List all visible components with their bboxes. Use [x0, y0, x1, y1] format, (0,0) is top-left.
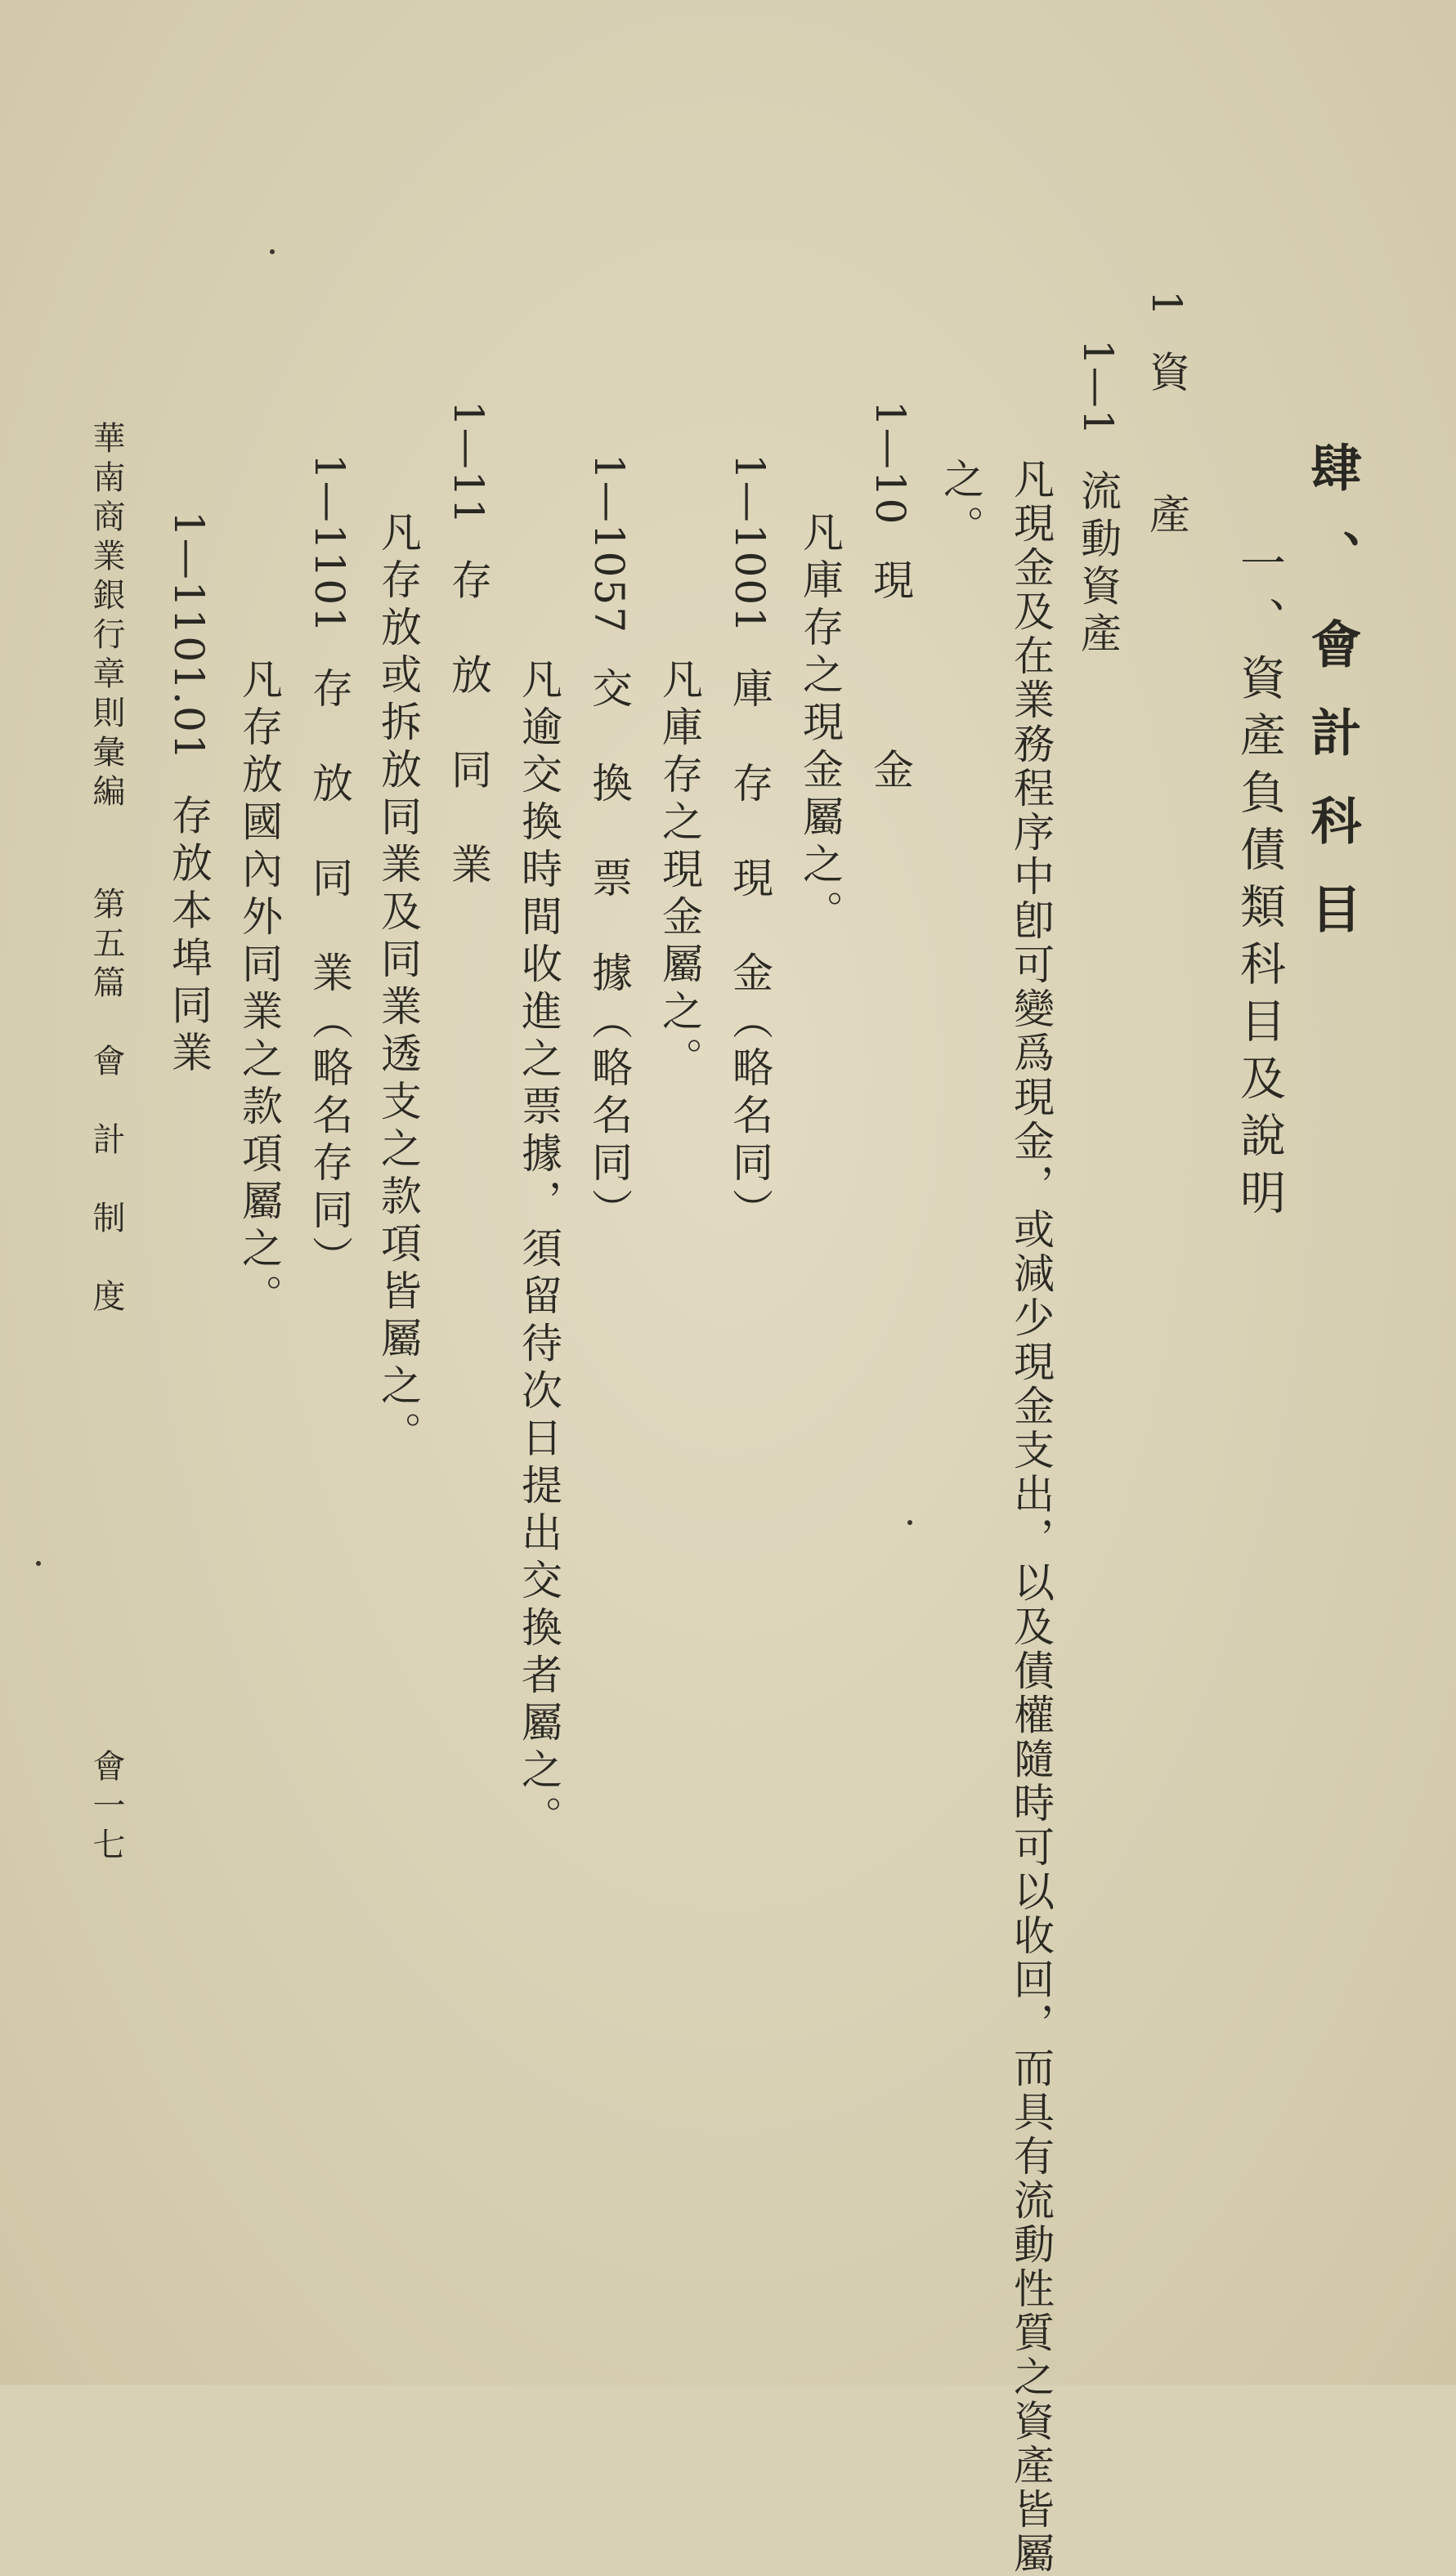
account-name: 存 放 同 業（略名存同）	[306, 667, 353, 1284]
account-code: 1—11	[445, 400, 492, 526]
account-line-6	[445, 400, 492, 891]
description-line: 凡存放或拆放同業及同業透支之款項皆屬之。	[374, 511, 422, 1459]
account-name: 流動資產	[1074, 469, 1122, 660]
account-code: 1—1057	[585, 454, 633, 635]
account-line-1	[1143, 290, 1190, 540]
account-name: 庫 存 現 金（略名同）	[726, 667, 773, 1237]
scan-speck	[270, 249, 275, 254]
account-line-3	[867, 400, 914, 796]
account-name: 交 換 票 據（略名同）	[585, 667, 633, 1237]
description-line: 凡庫存之現金屬之。	[656, 658, 703, 1085]
account-name: 存放本埠同業	[165, 794, 213, 1079]
account-code: 1	[1143, 290, 1190, 318]
scan-speck	[907, 1520, 912, 1525]
account-name: 資 產	[1143, 350, 1190, 540]
account-code: 1—1101.01	[165, 511, 213, 762]
scan-speck	[36, 1561, 41, 1566]
page-number: 會一七	[87, 1749, 125, 1867]
account-line-8	[165, 511, 213, 1079]
publication-title: 華南商業銀行章則彙編	[87, 421, 125, 813]
account-name: 現 金	[867, 558, 914, 796]
footer-publication	[87, 421, 125, 1318]
chapter-title: 肆、會計科目	[1302, 441, 1362, 971]
account-code: 1—1	[1074, 339, 1122, 437]
account-line-5	[585, 454, 633, 1237]
account-code: 1—1101	[306, 454, 353, 635]
account-code: 1—1001	[726, 454, 773, 635]
description-line: 凡現金及在業務程序中卽可變爲現金，或減少現金支出，以及債權隨時可以收回，而具有流動性質之資產皆屬	[1007, 458, 1055, 2576]
account-line-4	[726, 454, 773, 1237]
account-name: 存 放 同 業	[445, 558, 492, 891]
description-line: 凡逾交換時間收進之票據，須留待次日提出交換者屬之。	[515, 658, 562, 1843]
account-line-2	[1074, 339, 1122, 660]
description-line: 凡庫存之現金屬之。	[796, 511, 844, 937]
part-title: 第五篇 會 計 制 度	[87, 887, 125, 1318]
description-line: 之。	[937, 458, 984, 552]
account-code: 1—10	[867, 400, 914, 526]
account-line-7	[306, 454, 353, 1284]
section-title: 一、資產負債類科目及說明	[1233, 539, 1286, 1226]
description-line: 凡存放國內外同業之款項屬之。	[235, 658, 283, 1322]
